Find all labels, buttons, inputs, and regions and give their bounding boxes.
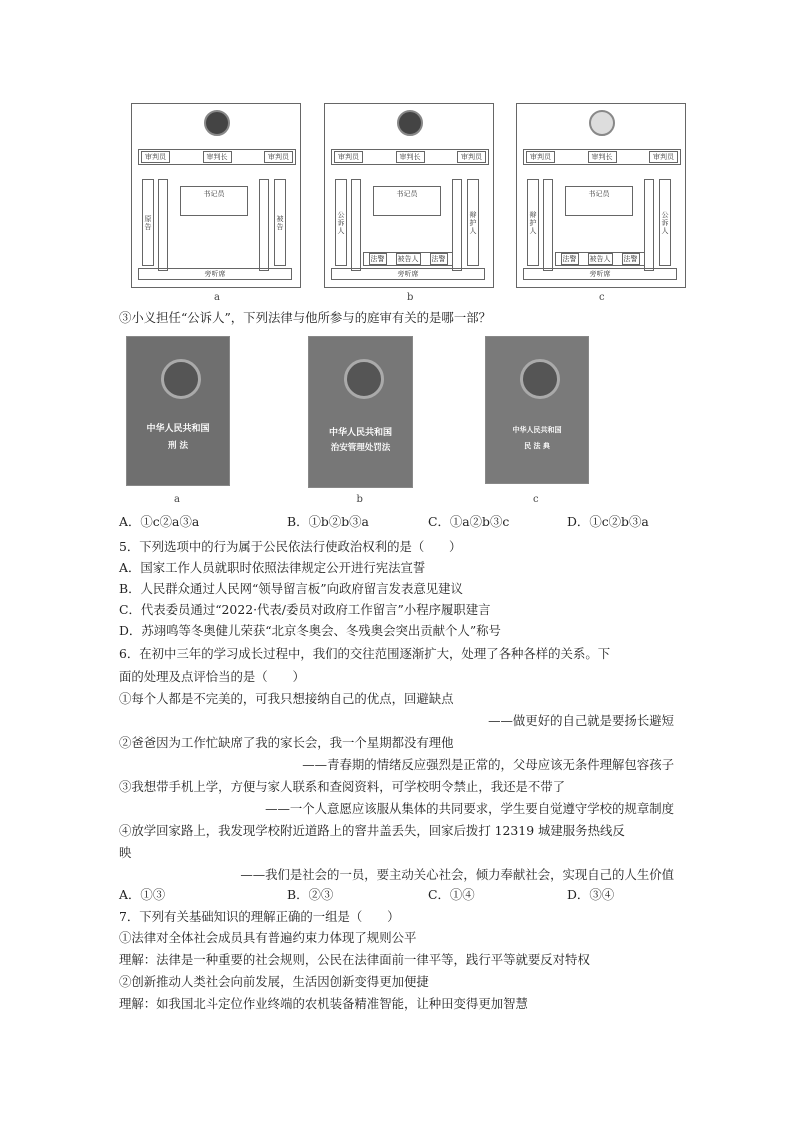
public-gallery	[331, 268, 485, 280]
question-5-stem: 5．下列选项中的行为属于公民依法行使政治权利的是（ ）	[119, 539, 462, 554]
q6-comment-3: ——一个人意愿应该服从集体的共同要求，学生要自觉遵守学校的规章制度	[265, 801, 674, 816]
book-caption: a	[174, 494, 180, 505]
left-party-table-label: 原告	[144, 214, 152, 231]
q6-case-4-cont: 映	[119, 845, 132, 860]
q6-comment-1: ——做更好的自己就是要扬长避短	[488, 713, 674, 728]
right-party-table-label: 被告	[276, 214, 284, 231]
question-6-stem-line2: 面的处理及点评恰当的是（ ）	[119, 669, 305, 684]
right-party-table-label: 辩护人	[469, 210, 477, 235]
dock-seat: 被告人	[589, 255, 611, 263]
national-emblem-icon	[161, 359, 201, 399]
gallery-label: 旁听席	[589, 270, 611, 278]
book-caption: b	[356, 494, 363, 505]
courtroom-caption: c	[599, 292, 605, 303]
bench-seat: 审判员	[264, 151, 293, 163]
bench-seat: 审判长	[203, 151, 232, 163]
q4-option-a: A．①c②a③a	[119, 514, 200, 529]
dock-seat: 法警	[623, 255, 638, 263]
book-title-line2: 治安管理处罚法	[330, 443, 391, 453]
question-4-part-3: ③小义担任“公诉人”，下列法律与他所参与的庭审有关的是哪一部？	[119, 310, 491, 325]
bench-seat: 审判员	[141, 151, 170, 163]
courtroom-caption: b	[407, 292, 414, 303]
law-book-cover-a	[126, 336, 230, 486]
railing	[644, 179, 654, 271]
national-emblem-icon	[397, 110, 423, 136]
left-party-table	[335, 179, 347, 266]
right-party-table	[274, 179, 286, 266]
left-party-table	[142, 179, 154, 266]
book-title-line2: 刑 法	[168, 441, 188, 451]
q7-line-2: 理解：法律是一种重要的社会规则，公民在法律面前一律平等，践行平等就要反对特权	[119, 952, 590, 967]
dock-seat: 被告人	[397, 255, 419, 263]
clerk-label: 书记员	[396, 190, 418, 198]
book-caption: c	[533, 494, 539, 505]
left-party-table-label: 辩护人	[529, 210, 537, 235]
clerk-desk	[373, 186, 441, 216]
bench-seat: 审判员	[526, 151, 555, 163]
courtroom-diagram-b	[324, 103, 494, 288]
book-title-line1: 中华人民共和国	[146, 424, 210, 434]
book-title-line2: 民 法 典	[524, 442, 550, 450]
q6-case-2: ②爸爸因为工作忙缺席了我的家长会，我一个星期都没有理他	[119, 735, 454, 750]
judges-bench	[331, 149, 489, 165]
courtroom-diagram-a	[131, 103, 301, 288]
book-title-line1: 中华人民共和国	[512, 426, 562, 434]
q6-option-b: B．②③	[287, 887, 334, 902]
q5-option-c: C．代表委员通过“2022·代表/委员对政府工作留言”小程序履职建言	[119, 602, 491, 617]
dock-seat: 法警	[562, 255, 577, 263]
public-gallery	[523, 268, 677, 280]
q6-comment-4: ——我们是社会的一员，要主动关心社会，倾力奉献社会，实现自己的人生价值	[240, 867, 674, 882]
question-7-stem: 7．下列有关基础知识的理解正确的一组是（ ）	[119, 909, 400, 924]
left-party-table	[527, 179, 539, 266]
q7-line-1: ①法律对全体社会成员具有普遍约束力体现了规则公平	[119, 930, 417, 945]
law-book-cover-c	[485, 336, 589, 484]
judges-bench	[138, 149, 296, 165]
bench-seat: 审判员	[457, 151, 486, 163]
railing	[452, 179, 462, 271]
national-emblem-icon	[344, 359, 384, 399]
q6-option-a: A．①③	[119, 887, 166, 902]
railing	[351, 179, 361, 271]
bench-seat: 审判长	[396, 151, 425, 163]
gallery-label: 旁听席	[397, 270, 419, 278]
defendant-dock	[555, 252, 645, 266]
q6-case-3: ③我想带手机上学，方便与家人联系和查阅资料，可学校明令禁止，我还是不带了	[119, 779, 566, 794]
q5-option-d: D．苏翊鸣等冬奥健儿荣获“北京冬奥会、冬残奥会突出贡献个人”称号	[119, 623, 501, 638]
q5-option-b: B．人民群众通过人民网“领导留言板”向政府留言发表意见建议	[119, 581, 463, 596]
left-party-table-label: 公诉人	[337, 210, 345, 235]
national-emblem-icon	[204, 110, 230, 136]
clerk-label: 书记员	[203, 190, 225, 198]
q6-option-d: D．③④	[567, 887, 615, 902]
q4-option-c: C．①a②b③c	[428, 514, 510, 529]
right-party-table	[467, 179, 479, 266]
railing	[158, 179, 168, 271]
dock-seat: 法警	[431, 255, 446, 263]
courtroom-caption: a	[214, 292, 220, 303]
q7-line-4: 理解：如我国北斗定位作业终端的农机装备精准智能，让种田变得更加智慧	[119, 996, 528, 1011]
q4-option-d: D．①c②b③a	[567, 514, 649, 529]
national-emblem-icon	[520, 359, 560, 399]
defendant-dock	[363, 252, 453, 266]
bench-seat: 审判员	[649, 151, 678, 163]
law-book-cover-b	[308, 336, 413, 488]
gallery-label: 旁听席	[204, 270, 226, 278]
right-party-table	[659, 179, 671, 266]
railing	[259, 179, 269, 271]
dock-seat: 法警	[370, 255, 385, 263]
q5-option-a: A．国家工作人员就职时依照法律规定公开进行宪法宣誓	[119, 560, 426, 575]
judges-bench	[523, 149, 681, 165]
q6-case-4: ④放学回家路上，我发现学校附近道路上的窨井盖丢失，回家后拨打 12319 城建服务热线反	[119, 823, 625, 838]
clerk-desk	[565, 186, 633, 216]
national-emblem-icon	[589, 110, 615, 136]
q7-line-3: ②创新推动人类社会向前发展，生活因创新变得更加便捷	[119, 974, 429, 989]
clerk-desk	[180, 186, 248, 216]
bench-seat: 审判长	[588, 151, 617, 163]
public-gallery	[138, 268, 292, 280]
clerk-label: 书记员	[588, 190, 610, 198]
question-6-stem-line1: 6．在初中三年的学习成长过程中，我们的交往范围逐渐扩大，处理了各种各样的关系。下	[119, 646, 611, 661]
q6-option-c: C．①④	[428, 887, 475, 902]
book-title-line1: 中华人民共和国	[328, 428, 392, 438]
bench-seat: 审判员	[334, 151, 363, 163]
q6-case-1: ①每个人都是不完美的，可我只想接纳自己的优点，回避缺点	[119, 691, 454, 706]
railing	[543, 179, 553, 271]
q6-comment-2: ——青春期的情绪反应强烈是正常的，父母应该无条件理解包容孩子	[302, 757, 674, 772]
courtroom-diagram-c	[516, 103, 686, 288]
q4-option-b: B．①b②b③a	[287, 514, 369, 529]
right-party-table-label: 公诉人	[661, 210, 669, 235]
